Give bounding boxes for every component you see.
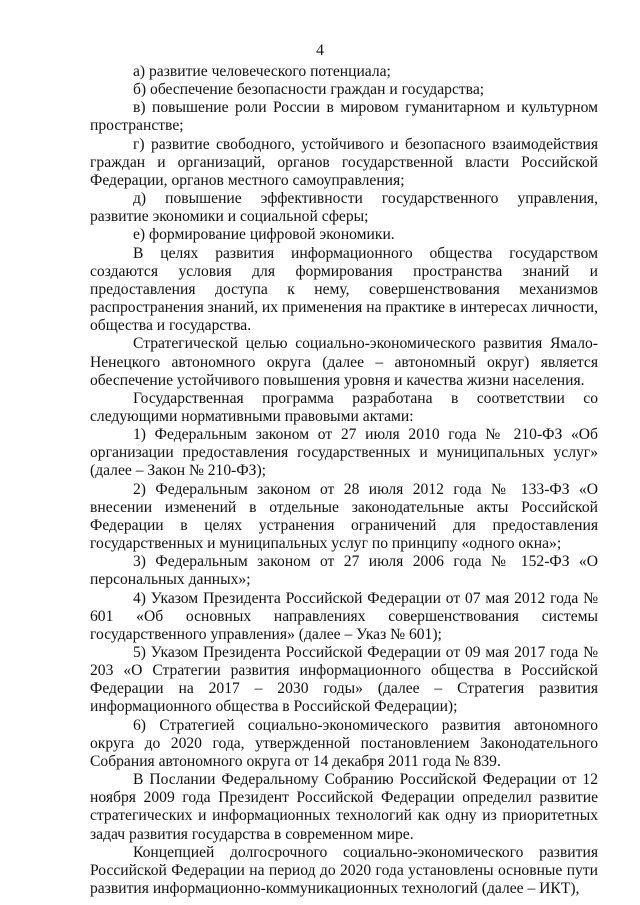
- legal-act-item-2: 2) Федеральным законом от 28 июля 2012 года № 133-ФЗ «О внесении изменений в отдельные законодательные акты Российской Федерации в целях устранения ограничений для предоставления государственных и муниципальных услуг по принципу «одного окна»;: [90, 480, 598, 553]
- list-item-g: г) развитие свободного, устойчивого и безопасного взаимодействия граждан и организаций, органов государственной власти Российской Федерации, органов местного самоуправления;: [90, 135, 598, 189]
- paragraph-legal-acts-intro: Государственная программа разработана в соответствии со следующими нормативными правовыми актами:: [90, 389, 598, 425]
- legal-act-item-1: 1) Федеральным законом от 27 июля 2010 года № 210-ФЗ «Об организации предоставления государственных и муниципальных услуг» (далее – Закон № 210-ФЗ);: [90, 426, 598, 480]
- paragraph-information-society: В целях развития информационного общества государством создаются условия для формирования пространства знаний и предоставления доступа к нему, совершенствования механизмов распространения знаний, их применения на практике в интересах личности, общества и государства.: [90, 244, 599, 335]
- page-number: 4: [316, 42, 324, 59]
- legal-act-item-5: 5) Указом Президента Российской Федерации от 09 мая 2017 года № 203 «О Стратегии развития информационного общества в Российской Федерации на 2017 – 2030 годы» (далее – Стратегия развития информационного общества в Российской Федерации);: [90, 644, 598, 716]
- list-item-b: б) обеспечение безопасности граждан и государства;: [133, 81, 485, 99]
- paragraph-presidential-address: В Послании Федеральному Собранию Российской Федерации от 12 ноября 2009 года Президент Российской Федерации определил развитие стратегических и информационных технологий как одну из приоритетных задач развития государства в современном мире.: [90, 771, 598, 843]
- legal-act-item-6: 6) Стратегией социально-экономического развития автономного округа до 2020 года, утвержденной постановлением Законодательного Собрания автономного округа от 14 декабря 2011 года № 839.: [90, 716, 598, 770]
- list-item-e: е) формирование цифровой экономики.: [133, 226, 395, 244]
- list-item-a: а) развитие человеческого потенциала;: [133, 63, 391, 80]
- document-body: [90, 63, 598, 898]
- paragraph-strategic-goal: Стратегической целью социально-экономического развития Ямало-Ненецкого автономного округа (далее – автономный округ) является обеспечение устойчивого повышения уровня и качества жизни населения.: [90, 335, 598, 389]
- paragraph-development-concept: Концепцией долгосрочного социально-экономического развития Российской Федерации на период до 2020 года установлены основные пути развития информационно-коммуникационных технологий (далее – ИКТ),: [90, 843, 598, 898]
- legal-act-item-3: 3) Федеральным законом от 27 июля 2006 года № 152-ФЗ «О персональных данных»;: [90, 553, 598, 589]
- list-item-d: д) повышение эффективности государственного управления, развитие экономики и социальной сферы;: [90, 190, 598, 226]
- legal-act-item-4: 4) Указом Президента Российской Федерации от 07 мая 2012 года № 601 «Об основных направлениях совершенствования системы государственного управления» (далее – Указ № 601);: [90, 589, 598, 643]
- list-item-v: в) повышение роли России в мировом гуманитарном и культурном пространстве;: [90, 99, 598, 135]
